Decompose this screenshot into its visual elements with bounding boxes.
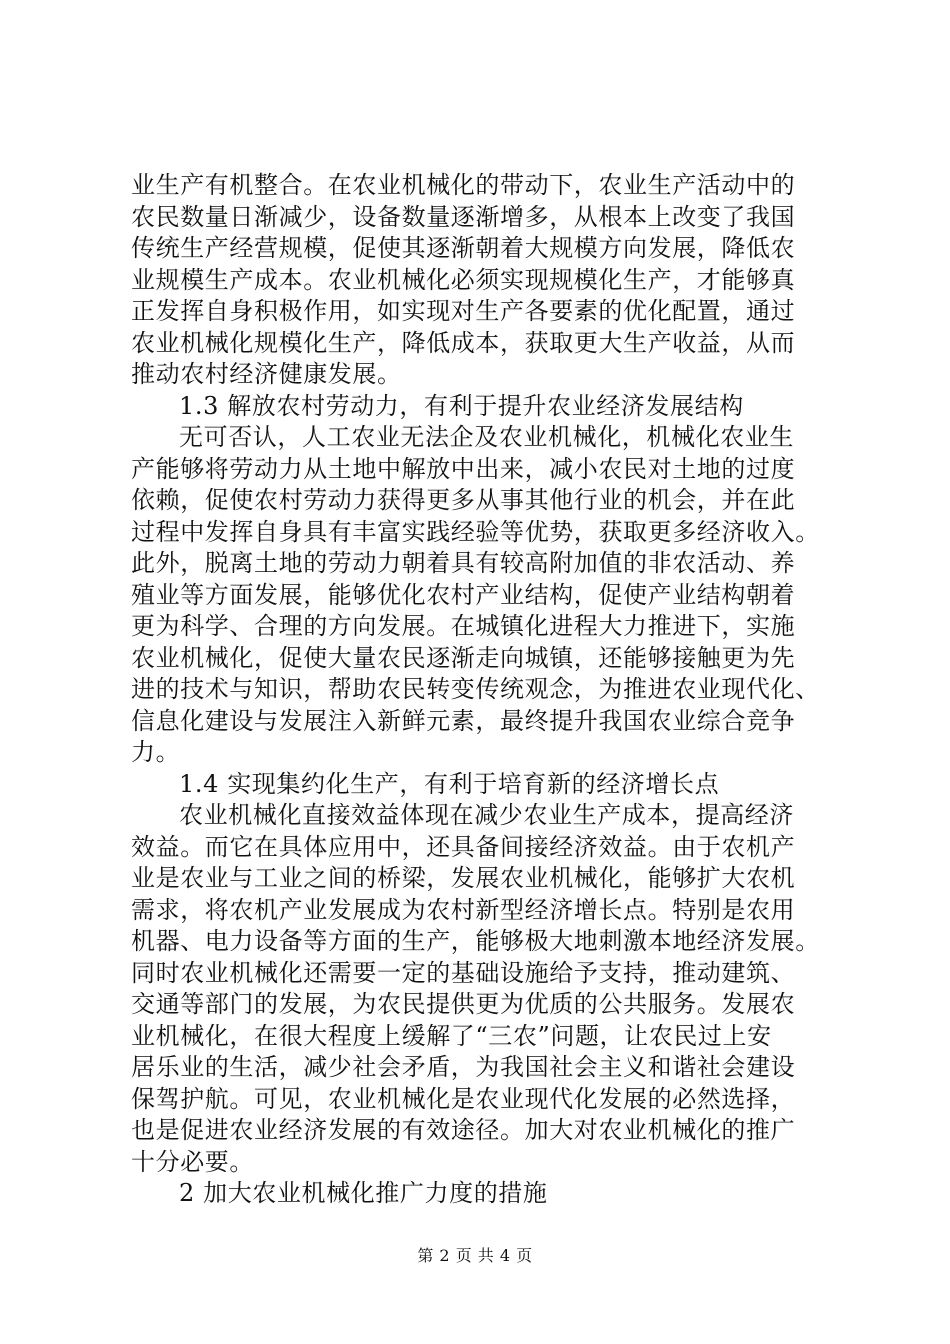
section-heading: 1.4 实现集约化生产，有利于培育新的经济增长点 (179, 769, 720, 798)
text-line: 交通等部门的发展，为农民提供更为优质的公共服务。发展农 (131, 990, 796, 1018)
text-line: 业是农业与工业之间的桥梁，发展农业机械化，能够扩大农机 (131, 864, 796, 892)
text-line: 依赖，促使农村劳动力获得更多从事其他行业的机会，并在此 (131, 486, 796, 514)
text-line: 推动农村经济健康发展。 (131, 360, 402, 388)
text-line: 机器、电力设备等方面的生产，能够极大地刺激本地经济发展。 (131, 927, 820, 955)
text-line: 十分必要。 (131, 1147, 254, 1176)
text-line: 保驾护航。可见，农业机械化是农业现代化发展的必然选择， (131, 1084, 796, 1113)
text-line: 更为科学、合理的方向发展。在城镇化进程大力推进下，实施 (131, 612, 796, 640)
text-line: 农业机械化，促使大量农民逐渐走向城镇，还能够接触更为先 (131, 643, 796, 672)
text-line: 信息化建设与发展注入新鲜元素，最终提升我国农业综合竞争 (131, 706, 796, 735)
text-line: 业机械化，在很大程度上缓解了“三农”问题，让农民过上安 (131, 1021, 772, 1050)
text-line: 进的技术与知识，帮助农民转变传统观念，为推进农业现代化、 (131, 675, 820, 703)
text-line: 效益。而它在具体应用中，还具备间接经济效益。由于农机产 (131, 832, 796, 861)
text-line: 过程中发挥自身具有丰富实践经验等优势，获取更多经济收入。 (131, 517, 820, 546)
text-line: 力。 (131, 738, 181, 766)
text-line: 传统生产经营规模，促使其逐渐朝着大规模方向发展，降低农 (131, 234, 796, 262)
text-line: 无可否认，人工农业无法企及农业机械化，机械化农业生 (179, 423, 794, 451)
text-line: 农业机械化直接效益体现在减少农业生产成本，提高经济 (179, 801, 794, 829)
text-line: 居乐业的生活，减少社会矛盾，为我国社会主义和谐社会建设 (131, 1053, 796, 1081)
text-line: 也是促进农业经济发展的有效途径。加大对农业机械化的推广 (131, 1116, 796, 1144)
text-line: 此外，脱离土地的劳动力朝着具有较高附加值的非农活动、养 (131, 549, 796, 577)
body-text (131, 170, 831, 1210)
text-line: 同时农业机械化还需要一定的基础设施给予支持，推动建筑、 (131, 958, 796, 987)
text-line: 农业机械化规模化生产，降低成本，获取更大生产收益，从而 (131, 328, 796, 357)
section-heading: 1.3 解放农村劳动力，有利于提升农业经济发展结构 (179, 391, 744, 420)
text-line: 农民数量日渐减少，设备数量逐渐增多，从根本上改变了我国 (131, 202, 796, 231)
page-footer: 第 2 页 共 4 页 (417, 1246, 533, 1265)
text-line: 业生产有机整合。在农业机械化的带动下，农业生产活动中的 (131, 171, 796, 199)
text-line: 殖业等方面发展，能够优化农村产业结构，促使产业结构朝着 (131, 580, 796, 609)
text-line: 需求，将农机产业发展成为农村新型经济增长点。特别是农用 (131, 895, 796, 924)
text-line: 业规模生产成本。农业机械化必须实现规模化生产，才能够真 (131, 265, 796, 294)
text-line: 正发挥自身积极作用，如实现对生产各要素的优化配置，通过 (131, 297, 796, 325)
section-heading: 2 加大农业机械化推广力度的措施 (179, 1179, 548, 1207)
text-line: 产能够将劳动力从土地中解放中出来，减小农民对土地的过度 (131, 454, 796, 483)
